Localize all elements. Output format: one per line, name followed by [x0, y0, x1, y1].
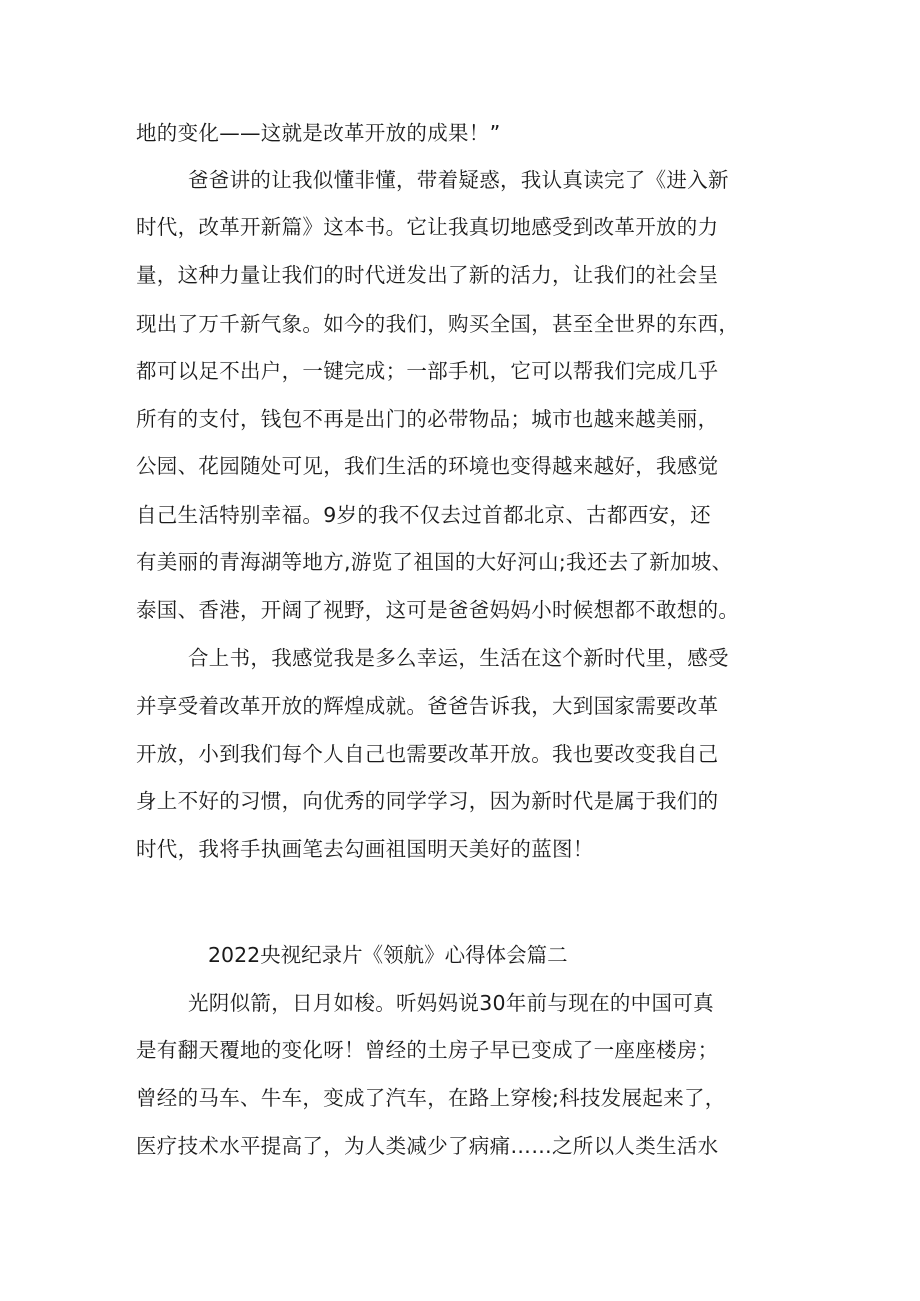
paragraph-line: 泰国、香港，开阔了视野，这可是爸爸妈妈小时候想都不敢想的。: [136, 598, 740, 622]
paragraph-line: 公园、花园随处可见，我们生活的环境也变得越来越好，我感觉: [136, 454, 719, 478]
paragraph-line: 开放，小到我们每个人自己也需要改革开放。我也要改变我自己: [136, 742, 719, 766]
paragraph-line: 量，这种力量让我们的时代迸发出了新的活力，让我们的社会呈: [136, 263, 719, 287]
paragraph-line: 爸爸讲的让我似懂非懂，带着疑惑，我认真读完了《进入新: [188, 168, 729, 192]
paragraph-line: 时代，我将手执画笔去勾画祖国明天美好的蓝图！: [136, 837, 594, 861]
paragraph-line: 有美丽的青海湖等地方,游览了祖国的大好河山;我还去了新加坡、: [136, 550, 733, 574]
paragraph-line: 地的变化——这就是改革开放的成果！”: [136, 121, 501, 145]
paragraph-line: 医疗技术水平提高了，为人类减少了病痛……之所以人类生活水: [136, 1134, 719, 1158]
paragraph-line: 时代，改革开新篇》这本书。它让我真切地感受到改革开放的力: [136, 215, 719, 239]
paragraph-line: 并享受着改革开放的辉煌成就。爸爸告诉我，大到国家需要改革: [136, 694, 719, 718]
paragraph-line: 曾经的马车、牛车，变成了汽车，在路上穿梭;科技发展起来了，: [136, 1086, 726, 1110]
section-heading: 2022央视纪录片《领航》心得体会篇二: [208, 943, 568, 967]
paragraph-line: 现出了万千新气象。如今的我们，购买全国，甚至全世界的东西，: [136, 312, 740, 336]
paragraph-line: 自己生活特别幸福。9岁的我不仅去过首都北京、古都西安，还: [136, 503, 711, 527]
paragraph-line: 合上书，我感觉我是多么幸运，生活在这个新时代里，感受: [188, 646, 729, 670]
paragraph-line: 身上不好的习惯，向优秀的同学学习，因为新时代是属于我们的: [136, 789, 719, 813]
paragraph-line: 都可以足不出户，一键完成；一部手机，它可以帮我们完成几乎: [136, 359, 719, 383]
paragraph-line: 所有的支付，钱包不再是出门的必带物品；城市也越来越美丽，: [136, 407, 719, 431]
paragraph-line: 光阴似箭，日月如梭。听妈妈说30年前与现在的中国可真: [188, 991, 714, 1015]
paragraph-line: 是有翻天覆地的变化呀！曾经的土房子早已变成了一座座楼房；: [136, 1038, 719, 1062]
